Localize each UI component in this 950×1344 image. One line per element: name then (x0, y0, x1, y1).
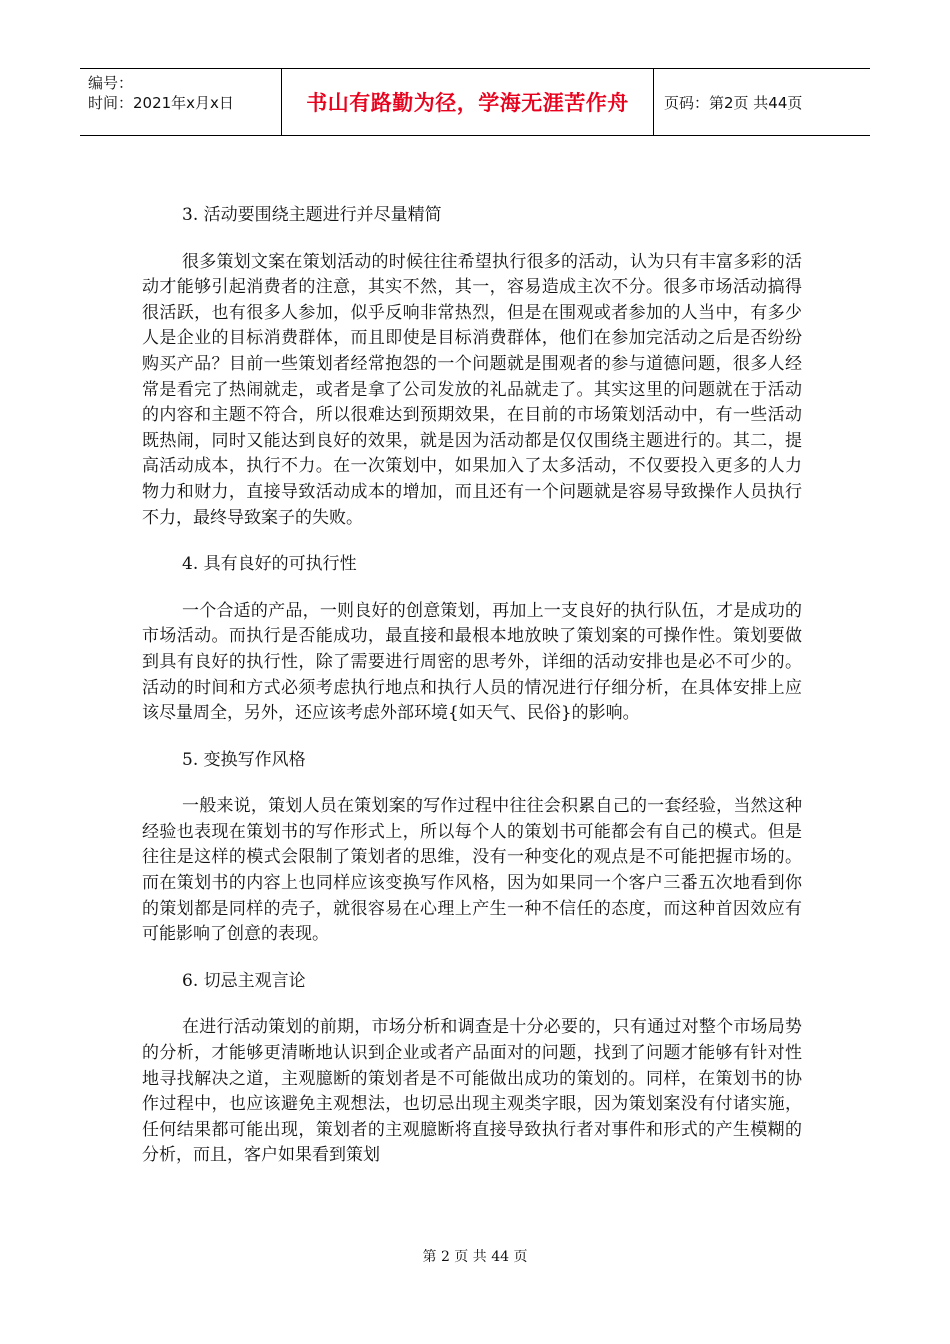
section-heading: 3. 活动要围绕主题进行并尽量精简 (182, 205, 442, 225)
section-paragraph: 一个合适的产品，一则良好的创意策划，再加上一支良好的执行队伍，才是成功的市场活动。而执行是否能成功，最直接和最根本地放映了策划案的可操作性。策划要做到具有良好的执行性，除了需要进行周密的思考外，详细的活动安排也是必不可少的。活动的时间和方式必须考虑执行地点和执行人员的情况进行仔细分析，在具体安排上应该尽量周全，另外，还应该考虑外部环境{如天气、民俗}的影响。 (142, 600, 802, 724)
document-date-label: 时间：2021年x月x日 (88, 94, 234, 112)
document-body (142, 203, 802, 1190)
section-paragraph: 在进行活动策划的前期，市场分析和调查是十分必要的，只有通过对整个市场局势的分析，才能够更清晰地认识到企业或者产品面对的问题，找到了问题才能够有针对性地寻找解决之道，主观臆断的策划者是不可能做出成功的策划的。同样，在策划书的协作过程中，也应该避免主观想法，也切忌出现主观类字眼，因为策划案没有付诸实施，任何结果都可能出现，策划者的主观臆断将直接导致执行者对事件和形式的产生模糊的分析，而且，客户如果看到策划 (142, 1017, 802, 1166)
section-paragraph: 一般来说，策划人员在策划案的写作过程中往往会积累自己的一套经验，当然这种经验也表现在策划书的写作形式上，所以每个人的策划书可能都会有自己的模式。但是往往是这样的模式会限制了策划者的思维，没有一种变化的观点是不可能把握市场的。而在策划书的内容上也同样应该变换写作风格，因为如果同一个客户三番五次地看到你的策划都是同样的壳子，就很容易在心理上产生一种不信任的态度，而这种首因效应有可能影响了创意的表现。 (142, 796, 802, 945)
header-motto-cell (282, 69, 654, 135)
section-heading: 5. 变换写作风格 (182, 749, 306, 770)
section-paragraph: 很多策划文案在策划活动的时候往往希望执行很多的活动，认为只有丰富多彩的活动才能够引起消费者的注意，其实不然，其一，容易造成主次不分。很多市场活动搞得很活跃，也有很多人参加，似乎反响非常热烈，但是在围观或者参加的人当中，有多少人是企业的目标消费群体，而且即使是目标消费群体，他们在参加完活动之后是否纷纷购买产品？目前一些策划者经常抱怨的一个问题就是围观者的参与道德问题，很多人经常是看完了热闹就走，或者是拿了公司发放的礼品就走了。其实这里的问题就在于活动的内容和主题不符合，所以很难达到预期效果，在目前的市场策划活动中，有一些活动既热闹，同时又能达到良好的效果，就是因为活动都是仅仅围绕主题进行的。其二，提高活动成本，执行不力。在一次策划中，如果加入了太多活动，不仅要投入更多的人力物力和财力，直接导致活动成本的增加，而且还有一个问题就是容易导致操作人员执行不力，最终导致案子的失败。 (142, 251, 802, 528)
header-page-info: 页码：第2页 共44页 (664, 93, 803, 112)
document-number-label: 编号： (88, 74, 134, 92)
section-heading: 4. 具有良好的可执行性 (182, 554, 357, 575)
header-motto: 书山有路勤为径，学海无涯苦作舟 (306, 91, 629, 115)
page-footer: 第 2 页 共 44 页 (422, 1249, 528, 1265)
header-meta (80, 69, 282, 135)
section-heading: 6. 切忌主观言论 (182, 970, 306, 991)
page-header (80, 68, 870, 136)
